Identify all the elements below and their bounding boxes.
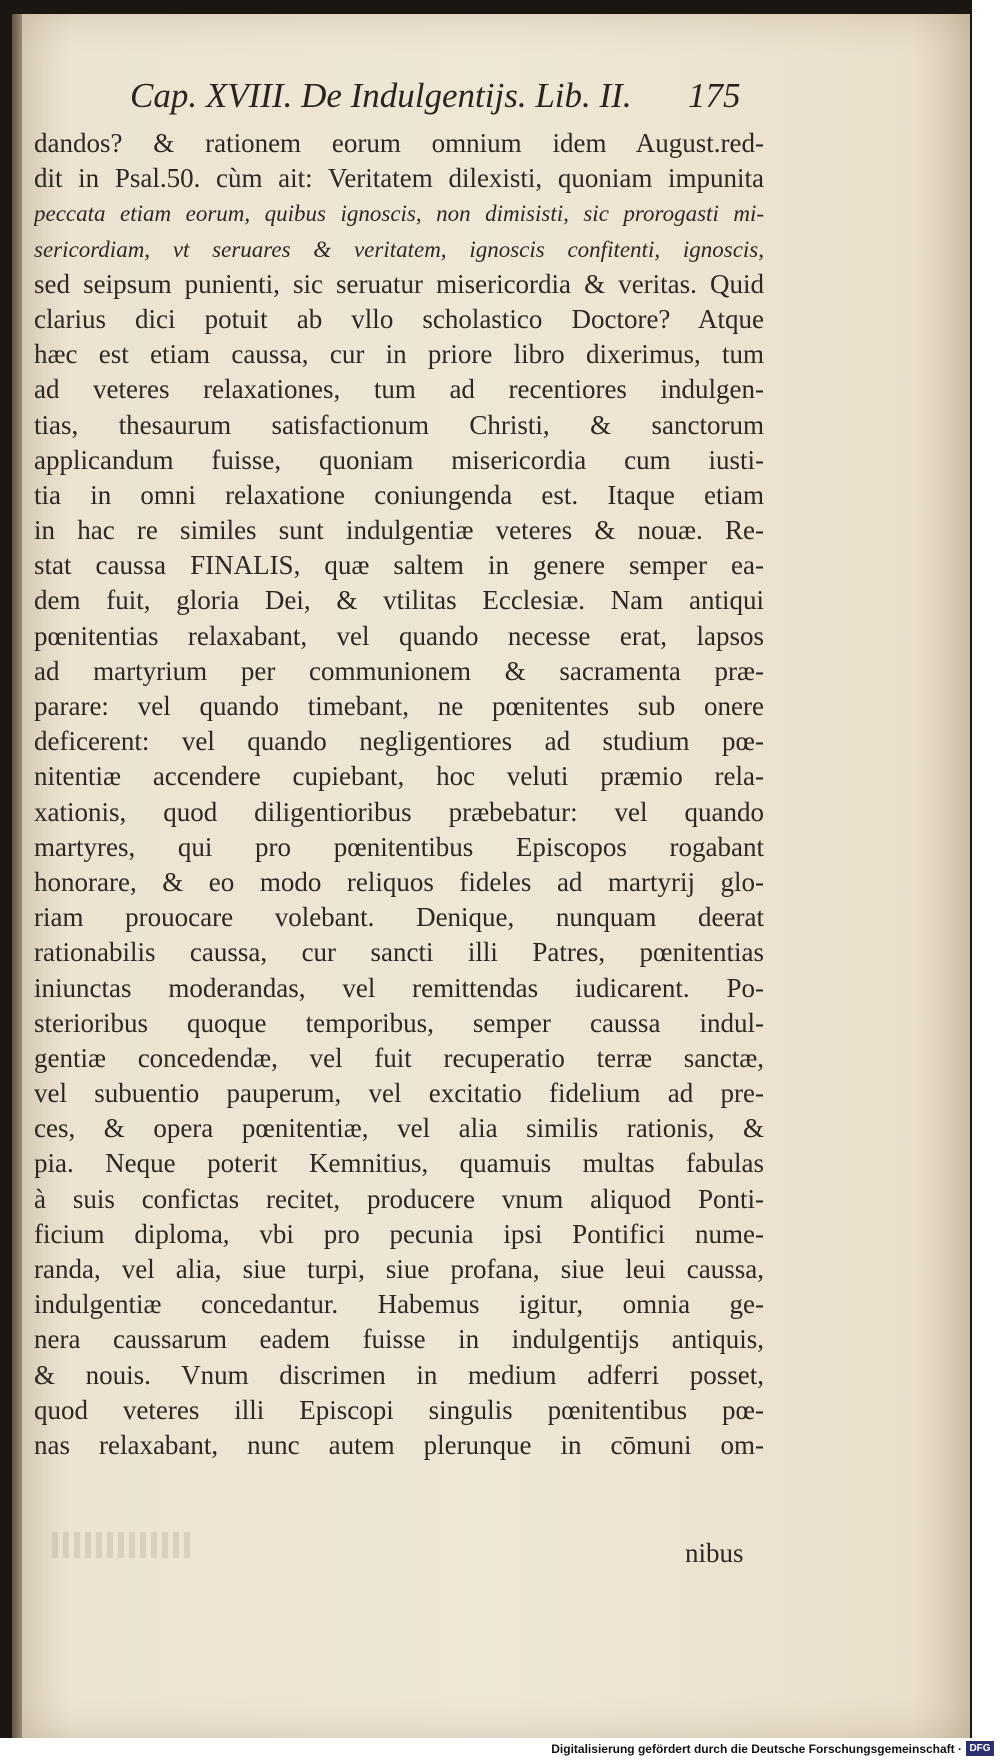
text-line: applicandum fuisse, quoniam misericordia cum iusti- (34, 444, 764, 475)
text-line: vel subuentio pauperum, vel excitatio fidelium ad pre- (34, 1078, 764, 1109)
text-line: deficerent: vel quando negligentiores ad studium pœ- (34, 726, 764, 757)
running-title: Cap. XVIII. De Indulgentijs. Lib. II. (130, 76, 632, 115)
text-line: xationis, quod diligentioribus præbebatur: vel quando (34, 796, 764, 827)
page-number: 175 (688, 76, 741, 115)
funding-credit: Digitalisierung gefördert durch die Deutsche Forschungsgemeinschaft · (551, 1742, 962, 1756)
text-line: clarius dici potuit ab vllo scholastico Doctore? Atque (34, 303, 764, 334)
digitization-footer (0, 1738, 1000, 1761)
dfg-logo: DFG (966, 1741, 994, 1756)
text-line: tias, thesaurum satisfactionum Christi, & sanctorum (34, 409, 764, 440)
text-line: ficium diploma, vbi pro pecunia ipsi Pontifici nume- (34, 1218, 764, 1249)
text-line: hæc est etiam caussa, cur in priore libro dixerimus, tum (34, 339, 764, 370)
text-line: dandos? & rationem eorum omnium idem August.red- (34, 128, 764, 158)
bleed-through-ghost-text (52, 1532, 192, 1558)
text-line: nitentiæ accendere cupiebant, hoc veluti præmio rela- (34, 761, 764, 792)
text-line: in hac re similes sunt indulgentiæ veteres & nouæ. Re- (34, 515, 764, 546)
text-line: iniunctas moderandas, vel remittendas iudicarent. Po- (34, 972, 764, 1003)
page-gutter-shadow (12, 14, 22, 1738)
text-line: parare: vel quando timebant, ne pœnitentes sub onere (34, 691, 764, 721)
text-line: à suis confictas recitet, producere vnum aliquod Ponti- (34, 1183, 764, 1214)
text-line: gentiæ concedendæ, vel fuit recuperatio terræ sanctæ, (34, 1042, 764, 1073)
text-line: dem fuit, gloria Dei, & vtilitas Ecclesiæ. Nam antiqui (34, 585, 764, 616)
text-line: tia in omni relaxatione coniungenda est. Itaque etiam (34, 479, 764, 510)
text-line: & nouis. Vnum discrimen in medium adferri posset, (34, 1359, 764, 1390)
text-line: martyres, qui pro pœnitentibus Episcopos rogabant (34, 831, 764, 862)
text-line: quod veteres illi Episcopi singulis pœnitentibus pœ- (34, 1394, 764, 1425)
text-line: ces, & opera pœnitentiæ, vel alia similis rationis, & (34, 1113, 764, 1144)
text-line: ad veteres relaxationes, tum ad recentiores indulgen- (34, 374, 764, 405)
book-page (12, 14, 970, 1738)
text-line: randa, vel alia, siue turpi, siue profana, siue leui caussa, (34, 1254, 764, 1284)
text-line: nas relaxabant, nunc autem plerunque in cōmuni om- (34, 1429, 764, 1460)
text-line: rationabilis caussa, cur sancti illi Patres, pœnitentias (34, 937, 764, 968)
text-line: honorare, & eo modo reliquos fideles ad martyrij glo- (34, 866, 764, 897)
text-line: pœnitentias relaxabant, vel quando necesse erat, lapsos (34, 620, 764, 651)
catchword: nibus (685, 1538, 744, 1568)
text-line: ad martyrium per communionem & sacramenta præ- (34, 655, 764, 686)
text-line: pia. Neque poterit Kemnitius, quamuis multas fabulas (34, 1148, 764, 1179)
text-line: sterioribus quoque temporibus, semper caussa indul- (34, 1007, 764, 1038)
text-line: indulgentiæ concedantur. Habemus igitur, omnia ge- (34, 1289, 764, 1320)
text-line: nera caussarum eadem fuisse in indulgentijs antiquis, (34, 1324, 764, 1355)
text-line-italic: peccata etiam eorum, quibus ignoscis, non dimisisti, sic prorogasti mi- (34, 201, 764, 227)
text-line: stat caussa FINALIS, quæ saltem in genere semper ea- (34, 550, 764, 581)
body-text (34, 126, 764, 1463)
text-line-italic: sericordiam, vt seruares & veritatem, ignoscis confitenti, ignoscis, (34, 236, 764, 262)
text-line: riam prouocare volebant. Denique, nunquam deerat (34, 902, 764, 933)
text-line: dit in Psal.50. cùm ait: Veritatem dilexisti, quoniam impunita (34, 163, 764, 194)
text-line: sed seipsum punienti, sic seruatur misericordia & veritas. Quid (34, 268, 764, 299)
